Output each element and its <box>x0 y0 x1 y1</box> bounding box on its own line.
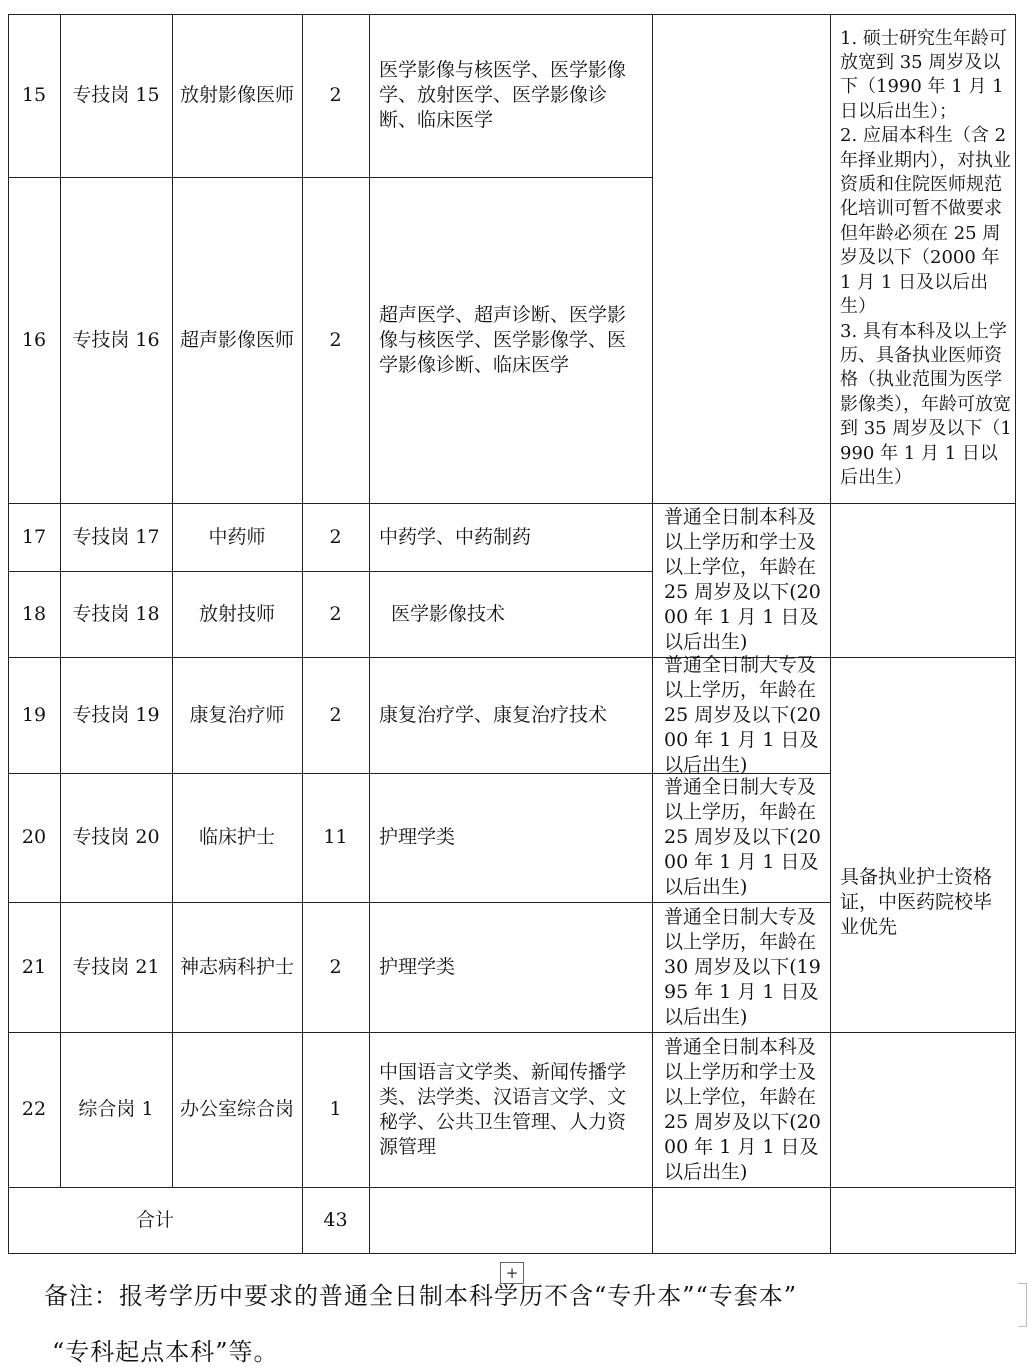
row-number: 20 <box>21 826 47 848</box>
row-number: 15 <box>21 84 47 106</box>
post-name: 放射技师 <box>198 602 275 625</box>
headcount: 2 <box>329 328 342 351</box>
education-requirement: 普通全日制大专及以上学历，年龄在 30 周岁及以下(1995 年 1 月 1 日及以后出生) <box>664 905 821 1028</box>
other-requirements: 具备执业护士资格证，中医药院校毕业优先 <box>840 866 993 938</box>
post-name: 中药师 <box>208 525 266 548</box>
requirement-item: 3. 具有本科及以上学历、具备执业医师资格（执业范围为医学影像类），年龄可放宽到 35 周岁及以下（1990 年 1 月 1 日以后出生） <box>840 320 1012 488</box>
post-code: 专技岗 15 <box>72 84 160 106</box>
row-number: 16 <box>21 328 47 351</box>
footnote-line-1: 备注：报考学历中要求的普通全日制本科学历不含“专升本”“专套本” <box>44 1282 798 1310</box>
post-code: 专技岗 20 <box>72 826 160 848</box>
table-border-bottom <box>8 1253 1016 1254</box>
headcount: 2 <box>329 525 342 548</box>
post-name: 办公室综合岗 <box>180 1098 295 1120</box>
row-number: 22 <box>21 1098 47 1120</box>
major-requirement: 康复治疗学、康复治疗技术 <box>379 703 608 726</box>
total-label: 合计 <box>135 1208 174 1231</box>
major-requirement: 护理学类 <box>379 955 456 978</box>
headcount: 2 <box>329 955 342 978</box>
post-name: 放射影像医师 <box>180 84 295 106</box>
major-requirement: 中药学、中药制药 <box>379 525 532 548</box>
headcount: 2 <box>329 84 342 106</box>
row-number: 21 <box>21 955 47 978</box>
post-code: 专技岗 16 <box>72 328 160 351</box>
requirement-item: 2. 应届本科生（含 2 年择业期内），对执业资质和住院医师规范化培训可暂不做要求但年龄必须在 25 周岁及以下（2000 年 1 月 1 日及以后出生） <box>840 125 1011 318</box>
post-name: 超声影像医师 <box>180 328 295 351</box>
education-requirement: 普通全日制本科及以上学历和学士及以上学位，年龄在 25 周岁及以下(2000 年 1 月 1 日及以后出生) <box>664 506 821 653</box>
major-requirement: 护理学类 <box>379 826 456 848</box>
row-number: 18 <box>21 602 47 625</box>
major-requirement: 医学影像与核医学、医学影像学、放射医学、医学影像诊断、临床医学 <box>379 59 627 131</box>
post-code: 专技岗 17 <box>72 525 160 548</box>
post-code: 专技岗 21 <box>72 955 160 978</box>
headcount: 11 <box>323 826 348 848</box>
post-name: 神志病科护士 <box>180 955 295 978</box>
margin-bracket <box>1018 1283 1027 1327</box>
headcount: 2 <box>329 703 342 726</box>
headcount: 2 <box>329 602 342 625</box>
major-requirement: 超声医学、超声诊断、医学影像与核医学、医学影像学、医学影像诊断、临床医学 <box>379 303 627 376</box>
post-code: 专技岗 18 <box>72 602 160 625</box>
requirement-item: 1. 硕士研究生年龄可放宽到 35 周岁及以下（1990 年 1 月 1 日以后出生）； <box>840 27 1007 122</box>
table-move-handle[interactable]: + <box>500 1262 524 1284</box>
education-requirement: 普通全日制本科及以上学历和学士及以上学位，年龄在 25 周岁及以下(2000 年 1 月 1 日及以后出生) <box>664 1035 821 1183</box>
footnote-line-2: “专科起点本科”等。 <box>52 1338 279 1366</box>
post-code: 综合岗 1 <box>78 1098 154 1120</box>
headcount: 1 <box>329 1098 342 1120</box>
major-requirement: 医学影像技术 <box>391 602 506 625</box>
major-requirement: 中国语言文学类、新闻传播学类、法学类、汉语言文学、文秘学、公共卫生管理、人力资源管理 <box>379 1060 627 1158</box>
post-code: 专技岗 19 <box>72 703 160 726</box>
row-number: 19 <box>21 703 47 726</box>
education-requirement: 普通全日制大专及以上学历，年龄在 25 周岁及以下(2000 年 1 月 1 日及以后出生) <box>664 653 821 776</box>
education-requirement: 普通全日制大专及以上学历，年龄在 25 周岁及以下(2000 年 1 月 1 日及以后出生) <box>664 776 821 898</box>
row-number: 17 <box>21 525 47 548</box>
other-requirements <box>830 14 1016 503</box>
post-name: 临床护士 <box>198 826 275 848</box>
recruitment-table <box>8 14 1016 1254</box>
post-name: 康复治疗师 <box>189 703 285 726</box>
total-count: 43 <box>323 1208 348 1231</box>
